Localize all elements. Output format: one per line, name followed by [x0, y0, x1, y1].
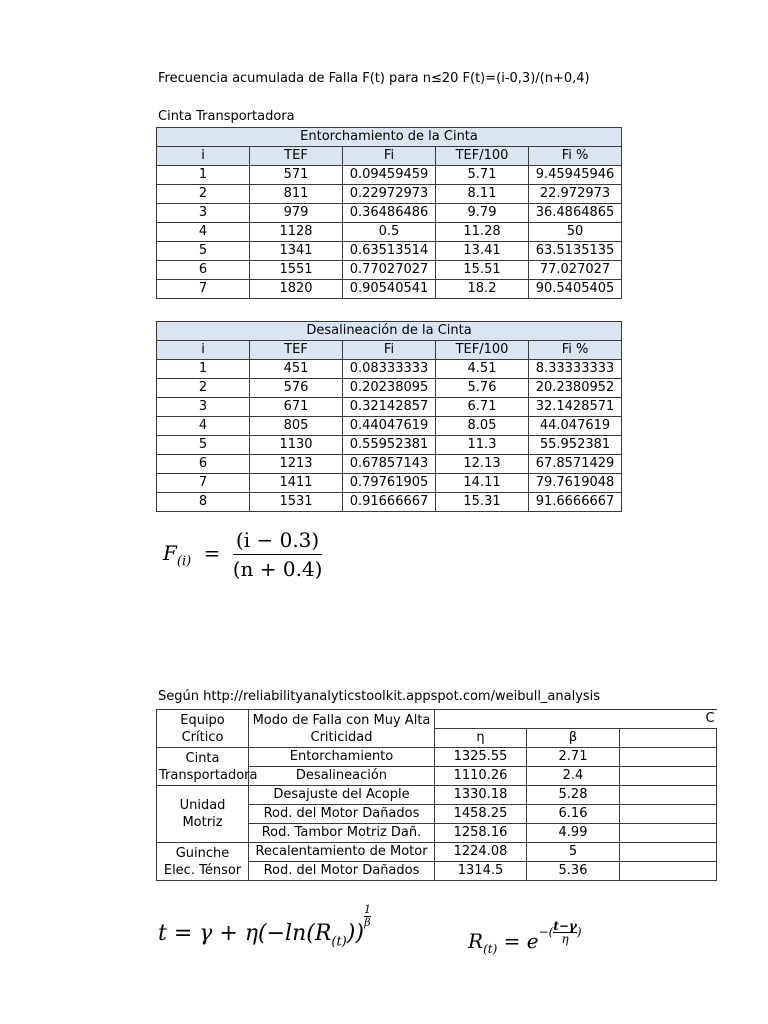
- table-cell: 20.2380952: [529, 379, 622, 398]
- exp-prefix: −(: [538, 925, 554, 939]
- formula-lhs-sub: (i): [176, 554, 192, 569]
- table-cell: 0.55952381: [343, 436, 436, 455]
- table-cell: 4.51: [436, 360, 529, 379]
- col-header: i: [157, 341, 250, 360]
- col-header-group: C: [435, 710, 717, 729]
- modo-cell: Rod. Tambor Motriz Dañ.: [249, 824, 435, 843]
- table-cell: 0.91666667: [343, 493, 436, 512]
- table-cell: 1213: [250, 455, 343, 474]
- table-row: [157, 242, 622, 261]
- table-cell: 5.71: [436, 166, 529, 185]
- reliability-formula: [468, 920, 582, 956]
- table-cell: 0.90540541: [343, 280, 436, 299]
- formula-exponent: [364, 904, 371, 929]
- table-cell: 7: [157, 474, 250, 493]
- col-header: TEF: [250, 147, 343, 166]
- eta-cell: 1325.55: [435, 748, 527, 767]
- weibull-table-clip: [156, 709, 715, 885]
- table-cell: 63.5135135: [529, 242, 622, 261]
- modo-cell: Recalentamiento de Motor: [249, 843, 435, 862]
- exp-numerator: t−γ: [553, 919, 577, 933]
- table-row: [157, 493, 622, 512]
- table-cell: 576: [250, 379, 343, 398]
- cumulative-failure-formula: [163, 528, 322, 581]
- formula-numerator: (i − 0.3): [233, 528, 323, 555]
- formula-lhs: R: [468, 929, 484, 953]
- table-cell: 77.027027: [529, 261, 622, 280]
- modo-cell: Entorchamiento: [249, 748, 435, 767]
- table-cell: 1: [157, 166, 250, 185]
- desalineacion-table: [156, 321, 622, 512]
- formula-tail: )): [346, 921, 364, 946]
- table-cell: 0.32142857: [343, 398, 436, 417]
- equipo-cell: Unidad Motriz: [157, 786, 249, 843]
- table-cell: 451: [250, 360, 343, 379]
- time-formula-clip: [156, 898, 456, 950]
- table-cell: 1128: [250, 223, 343, 242]
- formula-lhs-sub: (t): [483, 942, 498, 956]
- col-header-modo: Modo de Falla con Muy Alta Criticidad: [249, 710, 435, 748]
- extra-cell: [620, 843, 717, 862]
- entorchamiento-table: [156, 127, 622, 299]
- formula-text: t = γ + η(−ln(R: [158, 921, 332, 946]
- exp-denominator: β: [364, 916, 371, 929]
- table-row: [157, 360, 622, 379]
- table-cell: 811: [250, 185, 343, 204]
- table-cell: 0.79761905: [343, 474, 436, 493]
- table-cell: 671: [250, 398, 343, 417]
- table-row: [157, 843, 717, 862]
- beta-cell: 5.28: [527, 786, 620, 805]
- table-cell: 1: [157, 360, 250, 379]
- table-cell: 2: [157, 379, 250, 398]
- table-cell: 0.67857143: [343, 455, 436, 474]
- table-row: [157, 748, 717, 767]
- extra-cell: [620, 824, 717, 843]
- table-cell: 3: [157, 204, 250, 223]
- col-header: Fi %: [529, 147, 622, 166]
- col-header: Fi: [343, 147, 436, 166]
- table-cell: 979: [250, 204, 343, 223]
- time-formula: [158, 904, 371, 949]
- table-cell: 11.28: [436, 223, 529, 242]
- beta-cell: 2.4: [527, 767, 620, 786]
- table-row: [157, 474, 622, 493]
- table-row: [157, 261, 622, 280]
- eta-cell: 1224.08: [435, 843, 527, 862]
- beta-cell: 5: [527, 843, 620, 862]
- col-header: TEF/100: [436, 147, 529, 166]
- table-cell: 15.51: [436, 261, 529, 280]
- table-cell: 90.5405405: [529, 280, 622, 299]
- table-cell: 1551: [250, 261, 343, 280]
- table-cell: 1411: [250, 474, 343, 493]
- eta-cell: 1314.5: [435, 862, 527, 881]
- table-cell: 7: [157, 280, 250, 299]
- extra-cell: [620, 862, 717, 881]
- table-header-row: [157, 710, 717, 729]
- table-row: [157, 786, 717, 805]
- col-header: Fi %: [529, 341, 622, 360]
- table-cell: 14.11: [436, 474, 529, 493]
- col-header: TEF: [250, 341, 343, 360]
- col-header: i: [157, 147, 250, 166]
- table-cell: 8: [157, 493, 250, 512]
- table-cell: 5: [157, 242, 250, 261]
- table-cell: 9.79: [436, 204, 529, 223]
- table-header-row: [157, 147, 622, 166]
- table-row: [157, 398, 622, 417]
- source-line: Según http://reliabilityanalyticstoolkit.appspot.com/weibull_analysis: [158, 689, 601, 704]
- equipo-cell: Cinta Transportadora: [157, 748, 249, 786]
- table-cell: 8.11: [436, 185, 529, 204]
- eta-cell: 1110.26: [435, 767, 527, 786]
- table-cell: 4: [157, 417, 250, 436]
- table-cell: 9.45945946: [529, 166, 622, 185]
- eta-cell: 1458.25: [435, 805, 527, 824]
- table-cell: 79.7619048: [529, 474, 622, 493]
- exp-denominator: η: [561, 932, 569, 946]
- table-cell: 5.76: [436, 379, 529, 398]
- beta-cell: 5.36: [527, 862, 620, 881]
- table-cell: 13.41: [436, 242, 529, 261]
- formula-sub: (t): [331, 934, 347, 950]
- modo-cell: Rod. del Motor Dañados: [249, 862, 435, 881]
- table-cell: 11.3: [436, 436, 529, 455]
- table-cell: 0.44047619: [343, 417, 436, 436]
- modo-cell: Desajuste del Acople: [249, 786, 435, 805]
- source-line-clip: [158, 689, 621, 709]
- formula-exponent: −( t−γ η ): [538, 919, 582, 946]
- table-cell: 22.972973: [529, 185, 622, 204]
- formula-denominator: (n + 0.4): [232, 557, 323, 581]
- beta-cell: 2.71: [527, 748, 620, 767]
- reliability-formula-clip: [466, 906, 621, 956]
- table-cell: 805: [250, 417, 343, 436]
- table-cell: 571: [250, 166, 343, 185]
- table-title: Entorchamiento de la Cinta: [157, 128, 622, 147]
- table-cell: 1130: [250, 436, 343, 455]
- table-cell: 0.36486486: [343, 204, 436, 223]
- table-cell: 0.22972973: [343, 185, 436, 204]
- col-header-equipo: Equipo Crítico: [157, 710, 249, 748]
- beta-cell: 4.99: [527, 824, 620, 843]
- table-cell: 3: [157, 398, 250, 417]
- section-label: Cinta Transportadora: [158, 109, 295, 124]
- table-row: [157, 223, 622, 242]
- table-cell: 0.09459459: [343, 166, 436, 185]
- modo-cell: Rod. del Motor Dañados: [249, 805, 435, 824]
- beta-cell: 6.16: [527, 805, 620, 824]
- equipo-cell: Guinche Elec. Ténsor: [157, 843, 249, 881]
- extra-cell: [620, 767, 717, 786]
- table-row: [157, 204, 622, 223]
- col-header-extra: [620, 729, 717, 748]
- table-cell: 18.2: [436, 280, 529, 299]
- table-cell: 44.047619: [529, 417, 622, 436]
- table-cell: 2: [157, 185, 250, 204]
- table-cell: 0.20238095: [343, 379, 436, 398]
- table-cell: 32.1428571: [529, 398, 622, 417]
- table-row: [157, 417, 622, 436]
- formula-equals: =: [203, 541, 221, 565]
- extra-cell: [620, 805, 717, 824]
- table-cell: 0.5: [343, 223, 436, 242]
- extra-cell: [620, 786, 717, 805]
- table-cell: 8.05: [436, 417, 529, 436]
- table-cell: 1820: [250, 280, 343, 299]
- table-row: [157, 379, 622, 398]
- table-cell: 0.63513514: [343, 242, 436, 261]
- page-heading: Frecuencia acumulada de Falla F(t) para n≤20 F(t)=(i-0,3)/(n+0,4): [158, 71, 590, 86]
- table-cell: 1341: [250, 242, 343, 261]
- weibull-parameters-table: [156, 709, 717, 881]
- table-cell: 6.71: [436, 398, 529, 417]
- col-header: TEF/100: [436, 341, 529, 360]
- eta-cell: 1330.18: [435, 786, 527, 805]
- table-cell: 36.4864865: [529, 204, 622, 223]
- table-cell: 6: [157, 261, 250, 280]
- table-row: [157, 280, 622, 299]
- exp-numerator: 1: [363, 903, 371, 916]
- table-row: [157, 185, 622, 204]
- modo-cell: Desalineación: [249, 767, 435, 786]
- table-title: Desalineación de la Cinta: [157, 322, 622, 341]
- eta-cell: 1258.16: [435, 824, 527, 843]
- table-cell: 67.8571429: [529, 455, 622, 474]
- table-cell: 8.33333333: [529, 360, 622, 379]
- table-cell: 1531: [250, 493, 343, 512]
- table-cell: 12.13: [436, 455, 529, 474]
- formula-lhs: F: [163, 541, 177, 565]
- table-cell: 50: [529, 223, 622, 242]
- col-header-eta: η: [435, 729, 527, 748]
- table-cell: 0.77027027: [343, 261, 436, 280]
- col-header-beta: β: [527, 729, 620, 748]
- formula-fraction: [233, 528, 323, 581]
- table-cell: 55.952381: [529, 436, 622, 455]
- table-header-row: [157, 341, 622, 360]
- table-row: [157, 455, 622, 474]
- table-cell: 15.31: [436, 493, 529, 512]
- formula-equals: = e: [503, 929, 539, 953]
- table-row: [157, 436, 622, 455]
- extra-cell: [620, 748, 717, 767]
- table-cell: 5: [157, 436, 250, 455]
- table-cell: 91.6666667: [529, 493, 622, 512]
- col-header: Fi: [343, 341, 436, 360]
- table-cell: 4: [157, 223, 250, 242]
- table-row: [157, 166, 622, 185]
- table-cell: 0.08333333: [343, 360, 436, 379]
- table-cell: 6: [157, 455, 250, 474]
